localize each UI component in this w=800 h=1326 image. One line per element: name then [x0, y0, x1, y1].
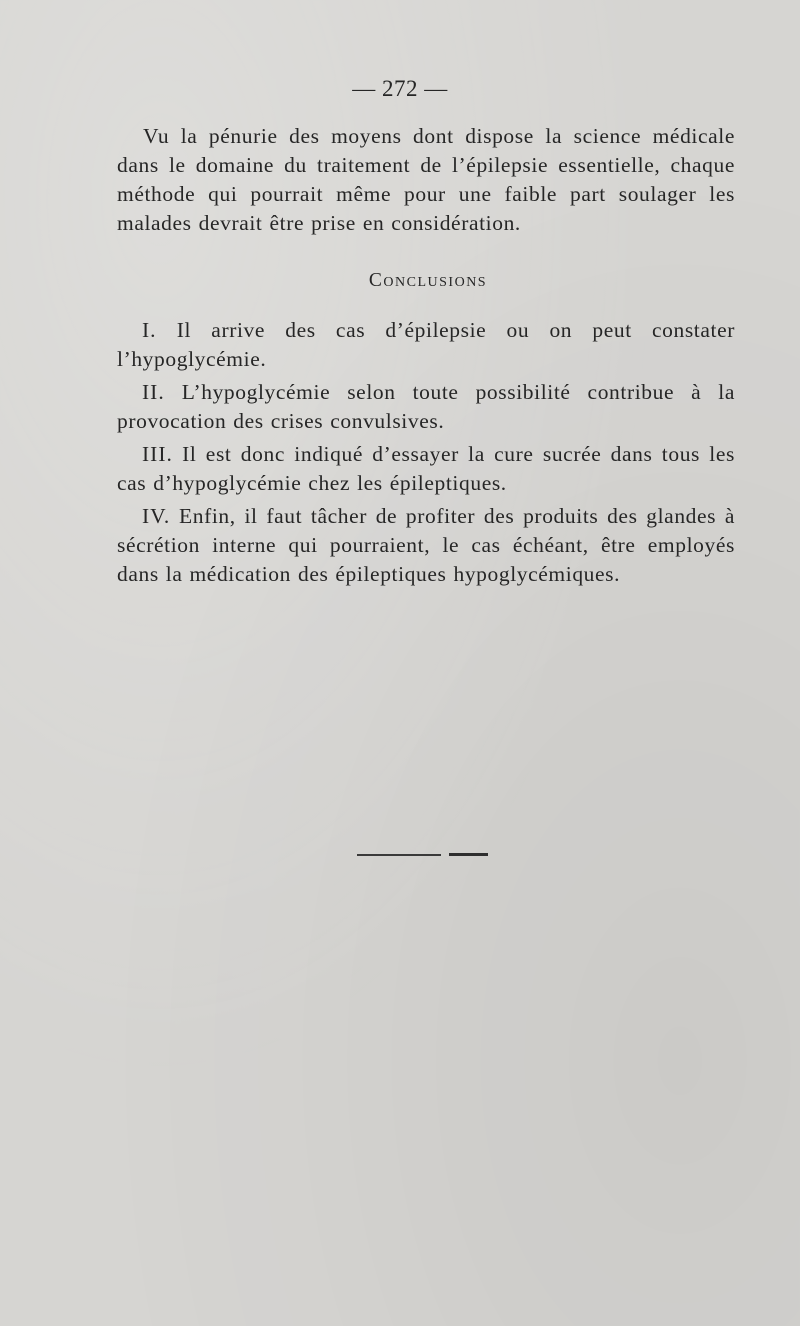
end-rule [357, 853, 488, 856]
conclusion-numeral: III. [142, 442, 173, 466]
conclusion-numeral: II. [142, 380, 165, 404]
section-heading: Conclusions [368, 270, 488, 291]
conclusion-text: L’hypoglycémie selon toute possibilité contribue à la provocation des crises convulsives. [117, 380, 735, 433]
conclusion-numeral: IV. [142, 504, 171, 528]
conclusion-item [117, 316, 735, 374]
conclusion-numeral: I. [142, 318, 157, 342]
conclusion-text: Il arrive des cas d’épilepsie ou on peut constater l’hypoglycémie. [117, 318, 735, 371]
conclusion-item [117, 440, 735, 498]
conclusion-item [117, 378, 735, 436]
conclusion-item [117, 502, 735, 589]
end-rule-segment [357, 854, 441, 856]
end-rule-segment [449, 853, 488, 856]
conclusion-text: Enfin, il faut tâcher de profiter des produits des glandes à sécrétion interne qui pourraient, le cas échéant, être employés dans la médication des épileptiques hypoglycémiques. [117, 504, 735, 586]
intro-paragraph: Vu la pénurie des moyens dont dispose la science médicale dans le domaine du traitement de l’épilepsie essentielle, chaque méthode qui pourrait même pour une faible part soulager les malades devrait être prise en considération. [117, 124, 735, 235]
conclusions-list [117, 316, 735, 593]
conclusion-text: Il est donc indiqué d’essayer la cure sucrée dans tous les cas d’hypoglycémie chez les épileptiques. [117, 442, 735, 495]
page-number: — 272 — [352, 76, 448, 101]
